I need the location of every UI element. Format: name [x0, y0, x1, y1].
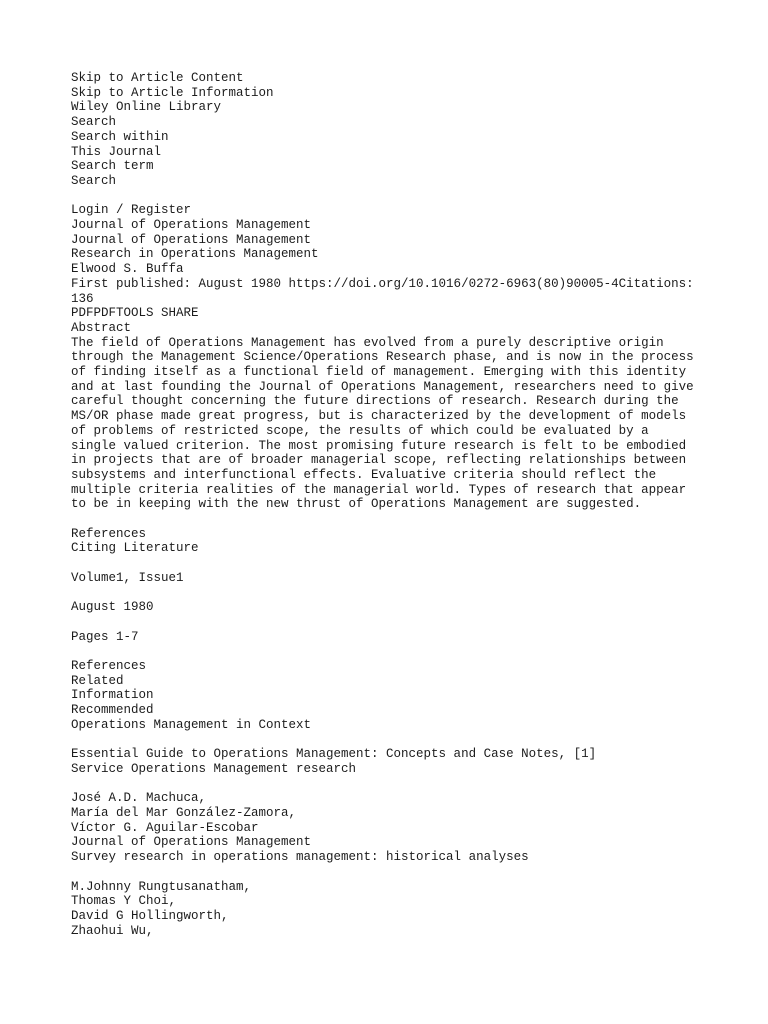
- citing-literature-link[interactable]: Citing Literature: [71, 541, 199, 556]
- site-name-link[interactable]: Wiley Online Library: [71, 100, 222, 115]
- skip-to-article-content-link[interactable]: Skip to Article Content: [71, 71, 244, 85]
- journal-title-link[interactable]: Journal of Operations Management: [71, 218, 312, 233]
- recommended-item-author: M.Johnny Rungtusanatham,: [71, 879, 252, 894]
- spacer: [71, 865, 701, 880]
- search-label: Search: [71, 115, 117, 130]
- recommended-item-title[interactable]: Operations Management in Context: [71, 717, 312, 732]
- skip-to-article-information-link[interactable]: Skip to Article Information: [71, 85, 274, 100]
- search-term-input[interactable]: Search term: [71, 159, 154, 174]
- recommended-item-journal: Journal of Operations Management: [71, 835, 312, 850]
- recommended-item-title[interactable]: Service Operations Management research: [71, 761, 357, 776]
- recommended-item-author: María del Mar González-Zamora,: [71, 806, 297, 821]
- spacer: [71, 777, 701, 792]
- spacer: [71, 189, 701, 204]
- search-scope-select[interactable]: This Journal: [71, 144, 162, 159]
- login-register-link[interactable]: Login / Register: [71, 203, 192, 218]
- search-within-label: Search within: [71, 129, 169, 144]
- recommended-item-author: Víctor G. Aguilar-Escobar: [71, 820, 259, 835]
- volume-issue-link[interactable]: Volume1, Issue1: [71, 570, 184, 585]
- issue-date: August 1980: [71, 600, 154, 615]
- recommended-item-title[interactable]: Essential Guide to Operations Management: Concepts and Case Notes, [1]: [71, 747, 597, 762]
- article-author-link[interactable]: Elwood S. Buffa: [71, 262, 184, 277]
- spacer: [71, 556, 701, 571]
- tab-related[interactable]: Related: [71, 673, 124, 688]
- article-page: [71, 71, 701, 938]
- page-range: Pages 1-7: [71, 629, 139, 644]
- spacer: [71, 644, 701, 659]
- recommended-heading: Recommended: [71, 703, 154, 718]
- spacer: [71, 733, 701, 748]
- article-title: Research in Operations Management: [71, 247, 319, 262]
- abstract-heading: Abstract: [71, 320, 132, 335]
- recommended-item-author: David G Hollingworth,: [71, 908, 229, 923]
- journal-title: Journal of Operations Management: [71, 232, 312, 247]
- references-link[interactable]: References: [71, 526, 147, 541]
- recommended-item-author: Zhaohui Wu,: [71, 923, 154, 938]
- search-button[interactable]: Search: [71, 173, 117, 188]
- spacer: [71, 586, 701, 601]
- pdf-tools-share-bar[interactable]: PDFPDFTOOLS SHARE: [71, 306, 199, 321]
- recommended-item-author: Thomas Y Choi,: [71, 894, 177, 909]
- tab-references[interactable]: References: [71, 659, 147, 674]
- recommended-item-title[interactable]: Survey research in operations management: historical analyses: [71, 850, 529, 865]
- tab-information[interactable]: Information: [71, 688, 154, 703]
- abstract-text: The field of Operations Management has evolved from a purely descriptive origin through the Management Science/Operations Research phase, and is now in the process of finding itself as a functional field of management. Emerging with this identity and at last founding the Journal of Operations Management, researchers need to give careful thought concerning the future directions of research. Research during the MS/OR phase made great progress, but is characterized by the development of models of problems of restricted scope, the results of which could be evaluated by a single valued criterion. The most promising future research is felt to be embodied in projects that are of broader managerial scope, reflecting relationships between subsystems and interfunctional effects. Evaluative criteria should reflect the multiple criteria realities of the managerial world. Types of research that appear to be in keeping with the new thrust of Operations Management are suggested.: [71, 335, 694, 512]
- published-doi-citations: First published: August 1980 https://doi.org/10.1016/0272-6963(80)90005-4Citations: 136: [71, 276, 694, 306]
- spacer: [71, 512, 701, 527]
- spacer: [71, 615, 701, 630]
- recommended-item-author: José A.D. Machuca,: [71, 791, 207, 806]
